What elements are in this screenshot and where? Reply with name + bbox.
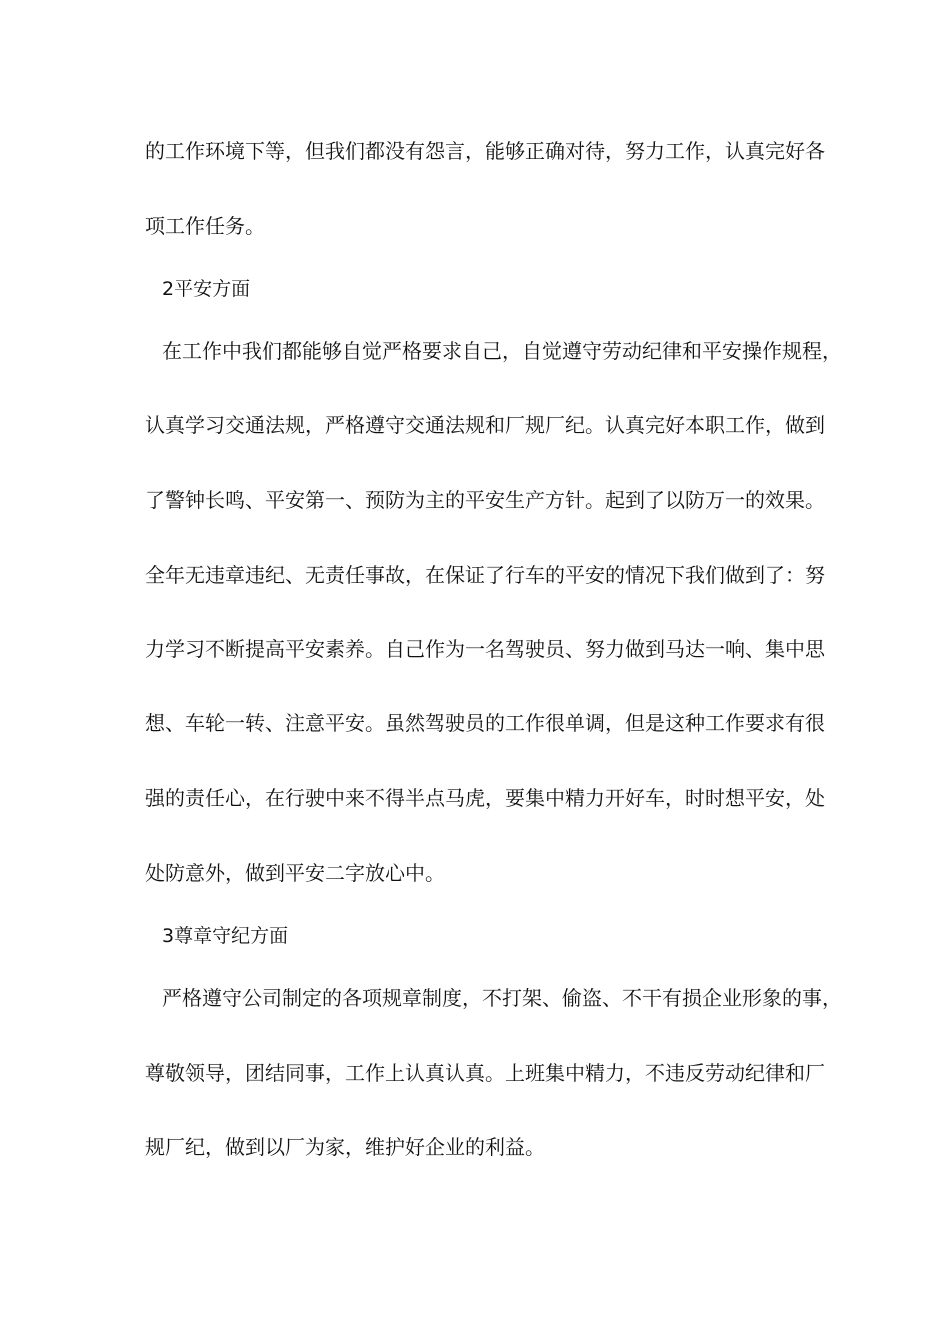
body-text-line: 在工作中我们都能够自觉严格要求自己，自觉遵守劳动纪律和平安操作规程， (162, 339, 842, 363)
body-text-line: 规厂纪，做到以厂为家，维护好企业的利益。 (145, 1135, 545, 1159)
section-heading: 3尊章守纪方面 (162, 925, 289, 947)
body-text-line: 项工作任务。 (145, 214, 265, 238)
body-text-line: 想、车轮一转、注意平安。虽然驾驶员的工作很单调，但是这种工作要求有很 (145, 711, 825, 735)
body-text-line: 了警钟长鸣、平安第一、预防为主的平安生产方针。起到了以防万一的效果。 (145, 488, 825, 512)
body-text-line: 严格遵守公司制定的各项规章制度，不打架、偷盗、不干有损企业形象的事， (162, 986, 842, 1010)
body-text-line: 处防意外，做到平安二字放心中。 (145, 861, 445, 885)
body-text-line: 力学习不断提高平安素养。自己作为一名驾驶员、努力做到马达一响、集中思 (145, 637, 825, 661)
body-text-line: 尊敬领导，团结同事，工作上认真认真。上班集中精力，不违反劳动纪律和厂 (145, 1061, 825, 1085)
body-text-line: 的工作环境下等，但我们都没有怨言，能够正确对待，努力工作，认真完好各 (145, 139, 825, 163)
body-text-line: 强的责任心，在行驶中来不得半点马虎，要集中精力开好车，时时想平安，处 (145, 786, 825, 810)
body-text-line: 全年无违章违纪、无责任事故，在保证了行车的平安的情况下我们做到了：努 (145, 563, 825, 587)
body-text-line: 认真学习交通法规，严格遵守交通法规和厂规厂纪。认真完好本职工作，做到 (145, 413, 825, 437)
section-heading: 2平安方面 (162, 278, 251, 300)
